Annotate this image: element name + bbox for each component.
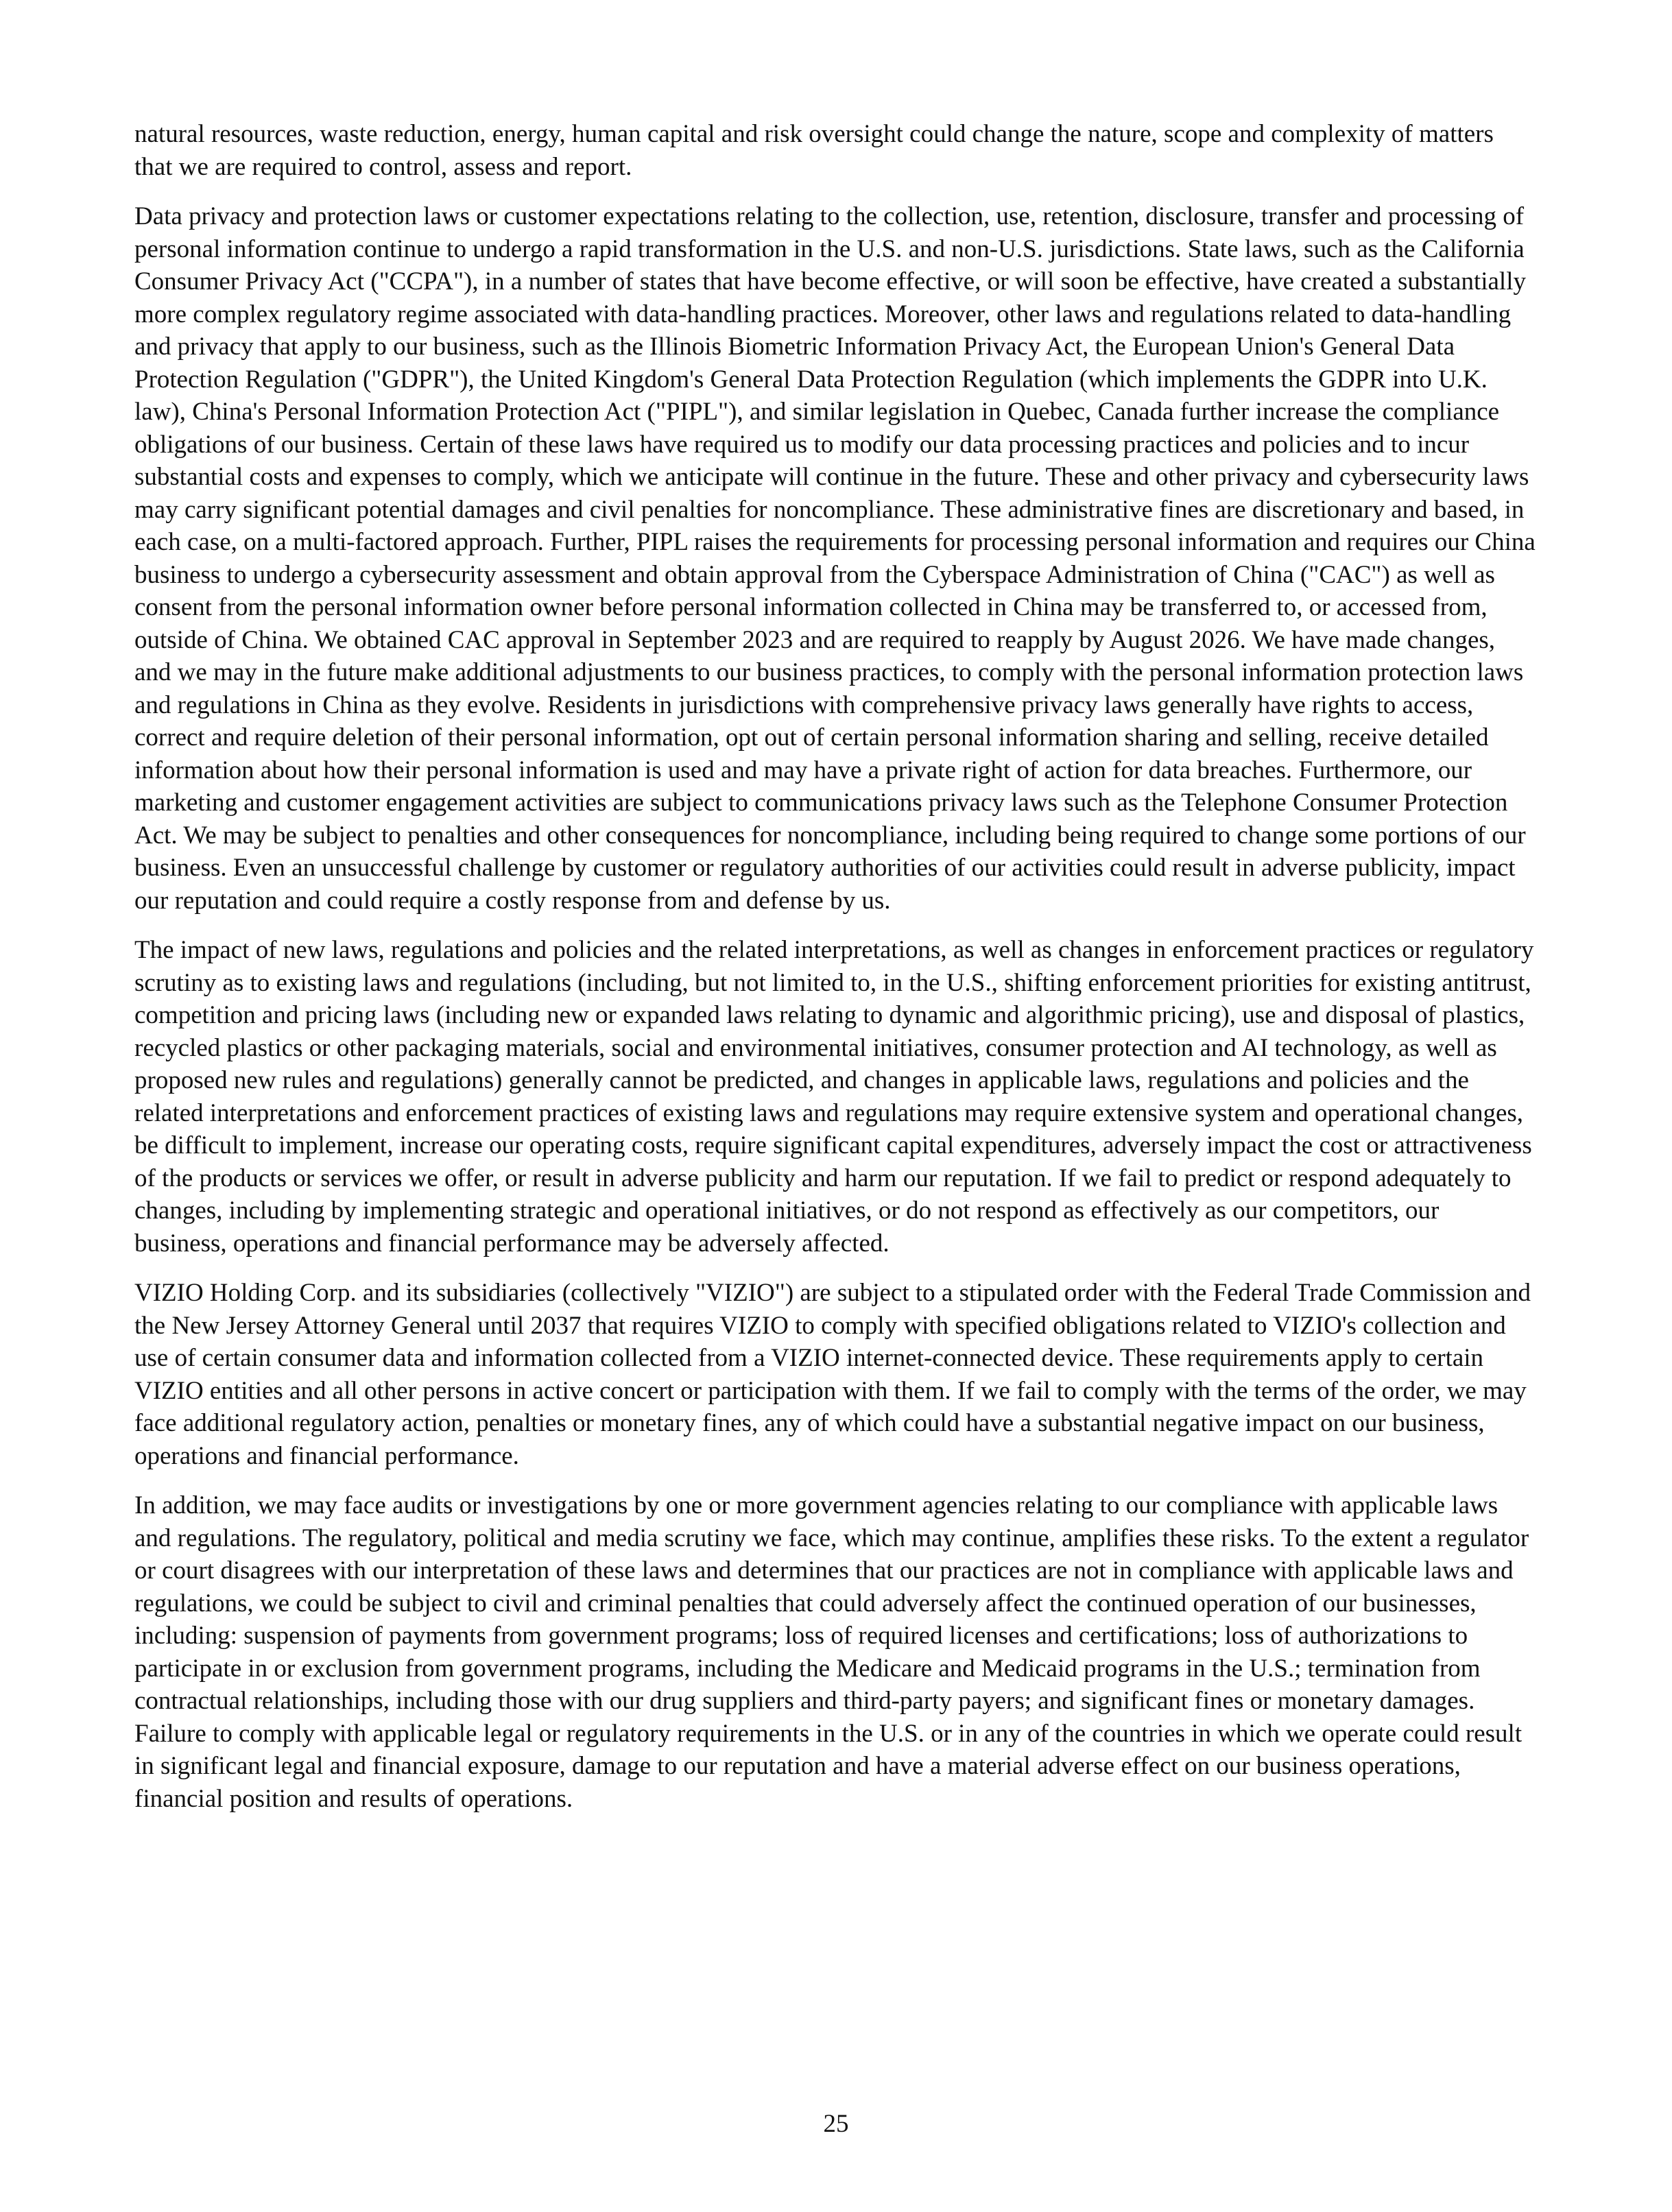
body-text [134,118,1538,1832]
paragraph-continuation: natural resources, waste reduction, energy, human capital and risk oversight could change the nature, scope and complexity of matters that we are required to control, assess and report. [134,120,1494,181]
page-number: 25 [823,2110,849,2138]
paragraph-vizio-order: VIZIO Holding Corp. and its subsidiaries (collectively "VIZIO") are subject to a stipulated order with the Federal Trade Commission and the New Jersey Attorney General until 2037 that requires VIZIO to comply with specified obligations related to VIZIO's collection and use of certain consumer data and information collected from a VIZIO internet-connected device. These requirements apply to certain VIZIO entities and all other persons in active concert or participation with them. If we fail to comply with the terms of the order, we may face additional regulatory action, penalties or monetary fines, any of which could have a substantial negative impact on our business, operations and financial performance. [134,1279,1531,1470]
paragraph-audits-investigations: In addition, we may face audits or investigations by one or more government agencies relating to our compliance with applicable laws and regulations. The regulatory, political and media scrutiny we face, which may continue, amplifies these risks. To the extent a regulator or court disagrees with our interpretation of these laws and determines that our practices are not in compliance with applicable laws and regulations, we could be subject to civil and criminal penalties that could adversely affect the continued operation of our businesses, including: suspension of payments from government programs; loss of required licenses and certifications; loss of authorizations to participate in or exclusion from government programs, including the Medicare and Medicaid programs in the U.S.; termination from contractual relationships, including those with our drug suppliers and third-party payers; and significant fines or monetary damages. Failure to comply with applicable legal or regulatory requirements in the U.S. or in any of the countries in which we operate could result in significant legal and financial exposure, damage to our reputation and have a material adverse effect on our business operations, financial position and results of operations. [134,1491,1529,1813]
paragraph-new-laws-impact: The impact of new laws, regulations and policies and the related interpretations, as well as changes in enforcement practices or regulatory scrutiny as to existing laws and regulations (including, but not limited to, in the U.S., shifting enforcement priorities for existing antitrust, competition and pricing laws (including new or expanded laws relating to dynamic and algorithmic pricing), use and disposal of plastics, recycled plastics or other packaging materials, social and environmental initiatives, consumer protection and AI technology, as well as proposed new rules and regulations) generally cannot be predicted, and changes in applicable laws, regulations and policies and the related interpretations and enforcement practices of existing laws and regulations may require extensive system and operational changes, be difficult to implement, increase our operating costs, require significant capital expenditures, adversely impact the cost or attractiveness of the products or services we offer, or result in adverse publicity and harm our reputation. If we fail to predict or respond adequately to changes, including by implementing strategic and operational initiatives, or do not respond as effectively as our competitors, our business, operations and financial performance may be adversely affected. [134,936,1534,1258]
paragraph-data-privacy: Data privacy and protection laws or customer expectations relating to the collection, use, retention, disclosure, transfer and processing of personal information continue to undergo a rapid transformation in the U.S. and non-U.S. jurisdictions. State laws, such as the California Consumer Privacy Act ("CCPA"), in a number of states that have become effective, or will soon be effective, have created a substantially more complex regulatory regime associated with data-handling practices. Moreover, other laws and regulations related to data-handling and privacy that apply to our business, such as the Illinois Biometric Information Privacy Act, the European Union's General Data Protection Regulation ("GDPR"), the United Kingdom's General Data Protection Regulation (which implements the GDPR into U.K. law), China's Personal Information Protection Act ("PIPL"), and similar legislation in Quebec, Canada further increase the compliance obligations of our business. Certain of these laws have required us to modify our data processing practices and policies and to incur substantial costs and expenses to comply, which we anticipate will continue in the future. These and other privacy and cybersecurity laws may carry significant potential damages and civil penalties for noncompliance. These administrative fines are discretionary and based, in each case, on a multi-factored approach. Further, PIPL raises the requirements for processing personal information and requires our China business to undergo a cybersecurity assessment and obtain approval from the Cyberspace Administration of China ("CAC") as well as consent from the personal information owner before personal information collected in China may be transferred to, or accessed from, outside of China. We obtained CAC approval in September 2023 and are required to reapply by August 2026. We have made changes, and we may in the future make additional adjustments to our business practices, to comply with the personal information protection laws and regulations in China as they evolve. Residents in jurisdictions with comprehensive privacy laws generally have rights to access, correct and require deletion of their personal information, opt out of certain personal information sharing and selling, receive detailed information about how their personal information is used and may have a private right of action for data breaches. Furthermore, our marketing and customer engagement activities are subject to communications privacy laws such as the Telephone Consumer Protection Act. We may be subject to penalties and other consequences for noncompliance, including being required to change some portions of our business. Even an unsuccessful challenge by customer or regulatory authorities of our activities could result in adverse publicity, impact our reputation and could require a costly response from and defense by us. [134,202,1536,915]
